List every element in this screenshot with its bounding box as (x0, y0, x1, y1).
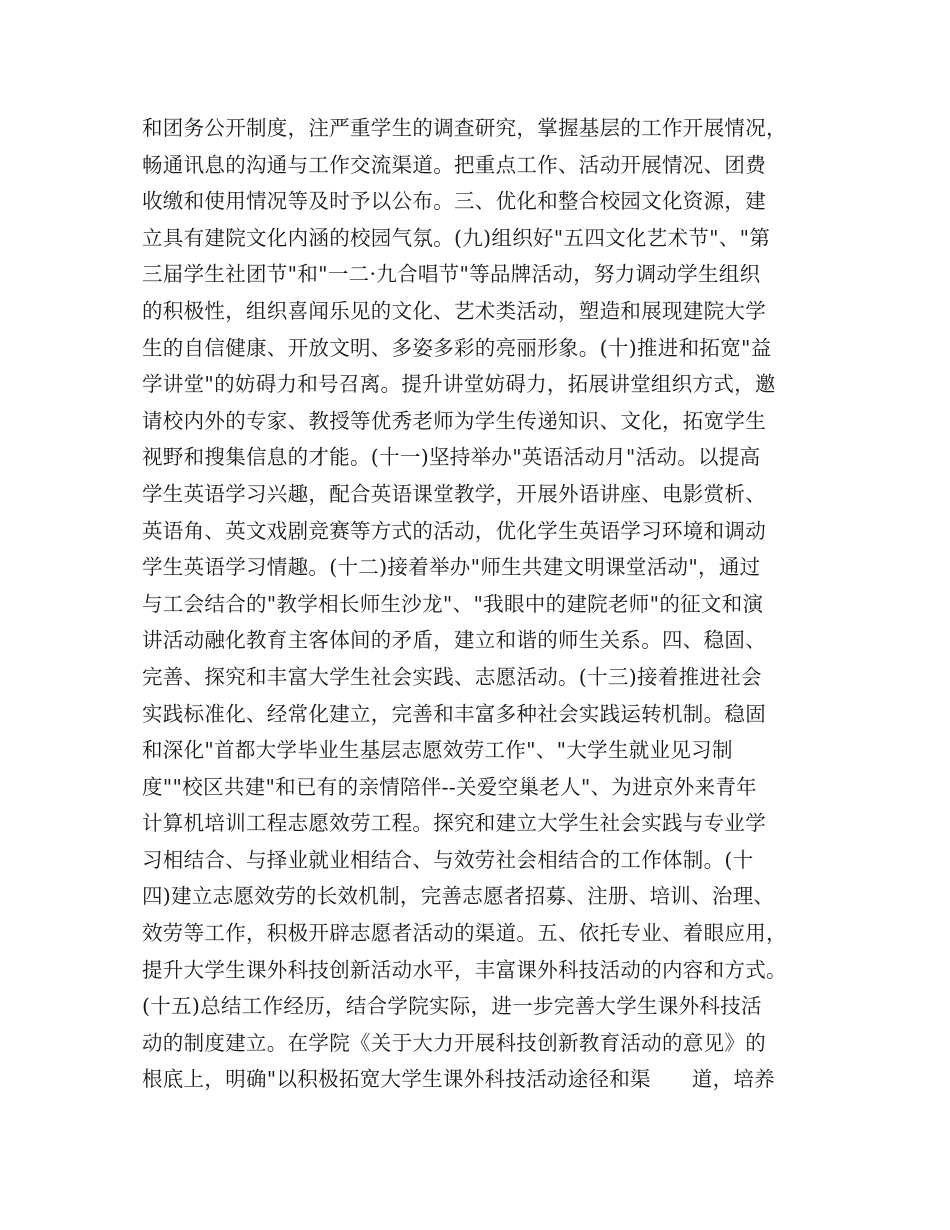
text-line-18: 和深化"首都大学毕业生基层志愿效劳工作"、"大学生就业见习制 (142, 738, 733, 763)
text-line-17: 实践标准化、经常化建立，完善和丰富多种社会实践运转机制。稳固 (142, 701, 766, 726)
text-line-5: 三届学生社团节"和"一二·九合唱节"等品牌活动，努力调动学生组织 (142, 262, 761, 287)
text-line-1: 和团务公开制度，注严重学生的调查研究，掌握基层的工作开展情况， (142, 116, 787, 140)
text-line-9: 请校内外的专家、教授等优秀老师为学生传递知识、文化，拓宽学生 (142, 408, 766, 433)
text-line-8: 学讲堂"的妨碍力和号召离。提升讲堂妨碍力，拓展讲堂组织方式，邀 (142, 372, 776, 397)
text-line-11: 学生英语学习兴趣，配合英语课堂教学，开展外语讲座、电影赏析、 (142, 481, 766, 506)
text-line-24: 提升大学生课外科技创新活动水平，丰富课外科技活动的内容和方式。 (142, 957, 787, 982)
body-text (142, 110, 832, 1098)
text-line-15: 讲活动融化教育主客体间的矛盾，建立和谐的师生关系。四、稳固、 (142, 628, 766, 653)
text-line-27: 根底上，明确"以积极拓宽大学生课外科技活动途径和渠 道，培养 (142, 1067, 776, 1092)
text-line-13: 学生英语学习情趣。(十二)接着举办"师生共建文明课堂活动"，通过 (142, 555, 761, 580)
text-line-14: 与工会结合的"教学相长师生沙龙"、"我眼中的建院老师"的征文和演 (142, 591, 764, 616)
text-line-23: 效劳等工作，积极开辟志愿者活动的渠道。五、依托专业、着眼应用， (142, 921, 787, 946)
text-line-12: 英语角、英文戏剧竞赛等方式的活动，优化学生英语学习环境和调动 (142, 518, 766, 543)
text-line-20: 计算机培训工程志愿效劳工程。探究和建立大学生社会实践与专业学 (142, 811, 766, 836)
text-line-22: 四)建立志愿效劳的长效机制，完善志愿者招募、注册、培训、治理、 (142, 884, 775, 909)
text-line-7: 生的自信健康、开放文明、多姿多彩的亮丽形象。(十)推进和拓宽"益 (142, 335, 772, 360)
text-line-6: 的积极性，组织喜闻乐见的文化、艺术类活动，塑造和展现建院大学 (142, 298, 766, 323)
text-line-2: 畅通讯息的沟通与工作交流渠道。把重点工作、活动开展情况、团费 (142, 152, 766, 177)
text-line-19: 度""校区共建"和已有的亲情陪伴--关爱空巢老人"、为进京外来青年 (142, 774, 757, 799)
text-line-21: 习相结合、与择业就业相结合、与效劳社会相结合的工作体制。(十 (142, 847, 754, 872)
text-line-26: 动的制度建立。在学院《关于大力开展科技创新教育活动的意见》的 (142, 1030, 766, 1055)
text-line-25: (十五)总结工作经历，结合学院实际，进一步完善大学生课外科技活 (142, 994, 762, 1019)
text-line-4: 立具有建院文化内涵的校园气氛。(九)组织好"五四文化艺术节"、"第 (142, 225, 771, 250)
text-line-10: 视野和搜集信息的才能。(十一)坚持举办"英语活动月"活动。以提高 (142, 445, 761, 470)
text-line-16: 完善、探究和丰富大学生社会实践、志愿活动。(十三)接着推进社会 (142, 664, 762, 689)
text-line-3: 收缴和使用情况等及时予以公布。三、优化和整合校园文化资源，建 (142, 189, 766, 214)
